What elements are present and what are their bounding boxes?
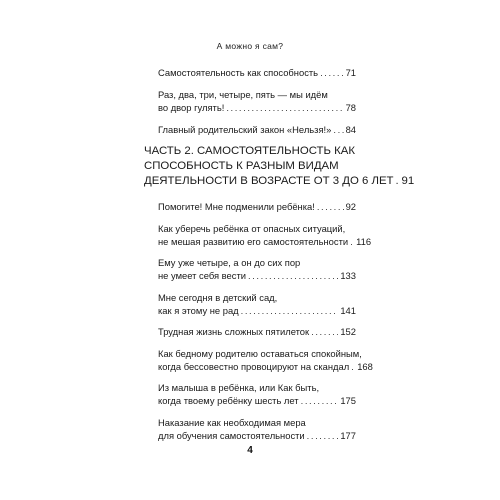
running-head: А можно я сам? [216,41,284,51]
toc-entry-title-line2: когда бессовестно провоцируют на скандал [158,361,350,372]
toc-entry-title-line2: когда твоему ребёнку шесть лет [158,395,299,406]
toc-page-number: 92 [345,201,356,212]
toc-entry-title-line2: не умеет себя вести [158,270,246,281]
toc-entry-title: Помогите! Мне подменили ребёнка! [158,201,315,212]
toc-page-number: 71 [345,67,356,78]
toc-entry-title-line2: во двор гулять! [158,102,225,113]
toc-page-number: 84 [345,124,356,135]
toc-entry-title: Из малыша в ребёнка, или Как быть, [158,382,320,393]
part-heading-line: ЧАСТЬ 2. САМОСТОЯТЕЛЬНОСТЬ КАК [144,145,356,157]
toc-entry-title-line2: как я этому не рад [158,305,239,316]
toc-entry[interactable] [158,200,356,213]
toc-entry-title: Самостоятельность как способность [158,67,319,78]
leader-dots [311,325,338,338]
part-heading-line: ДЕЯТЕЛЬНОСТИ В ВОЗРАСТЕ ОТ 3 ДО 6 ЛЕТ [144,175,394,187]
toc-entry-title-line2: не мешая развитию его самостоятельности [158,236,349,247]
leader-dots [333,123,343,136]
toc-entry-title: Трудная жизнь сложных пятилеток [158,326,310,337]
toc-entry-title: Мне сегодня в детский сад, [158,292,278,303]
toc-entry[interactable] [158,256,356,282]
toc-entry-title-line2: для обучения самостоятельности [158,430,305,441]
toc-page-number: 141 [340,305,356,316]
leader-dots [396,174,400,189]
leader-dots [301,394,339,407]
toc-entry[interactable] [158,88,356,114]
leader-dots [241,304,339,317]
page-number: 4 [247,445,253,456]
part-heading-line: СПОСОБНОСТЬ К РАЗНЫМ ВИДАМ [144,160,339,172]
toc-entry-title: Главный родительский закон «Нельзя!» [158,124,332,135]
toc-page-number: 175 [340,395,356,406]
toc-page-number: 133 [340,270,356,281]
toc-entry[interactable] [158,347,373,373]
toc-entry[interactable] [158,123,356,136]
leader-dots [320,66,344,79]
leader-dots [248,269,338,282]
leader-dots [350,235,354,248]
toc-entry-title: Ему уже четыре, а он до сих пор [158,257,301,268]
part-heading[interactable] [144,144,415,189]
toc-entry-title: Наказание как необходимая мера [158,417,306,428]
toc-entry-title: Раз, два, три, четыре, пять — мы идём [158,89,328,100]
toc-entry[interactable] [158,222,372,248]
toc-entry-title: Как уберечь ребёнка от опасных ситуаций, [158,223,346,234]
toc-entry[interactable] [158,416,356,442]
toc-entry[interactable] [158,66,356,79]
leader-dots [307,429,339,442]
leader-dots [226,101,343,114]
leader-dots [317,200,344,213]
toc-page-number: 91 [401,175,415,187]
toc-entry[interactable] [158,381,356,407]
toc-entry-title: Как бедному родителю оставаться спокойным, [158,348,362,359]
toc-entry[interactable] [158,325,356,338]
toc-page-number: 116 [356,236,372,247]
toc-entry[interactable] [158,291,356,317]
toc-page-number: 168 [357,361,373,372]
leader-dots [351,360,355,373]
toc-page-number: 152 [340,326,356,337]
toc-page-number: 78 [345,102,356,113]
toc-page-number: 177 [340,430,356,441]
